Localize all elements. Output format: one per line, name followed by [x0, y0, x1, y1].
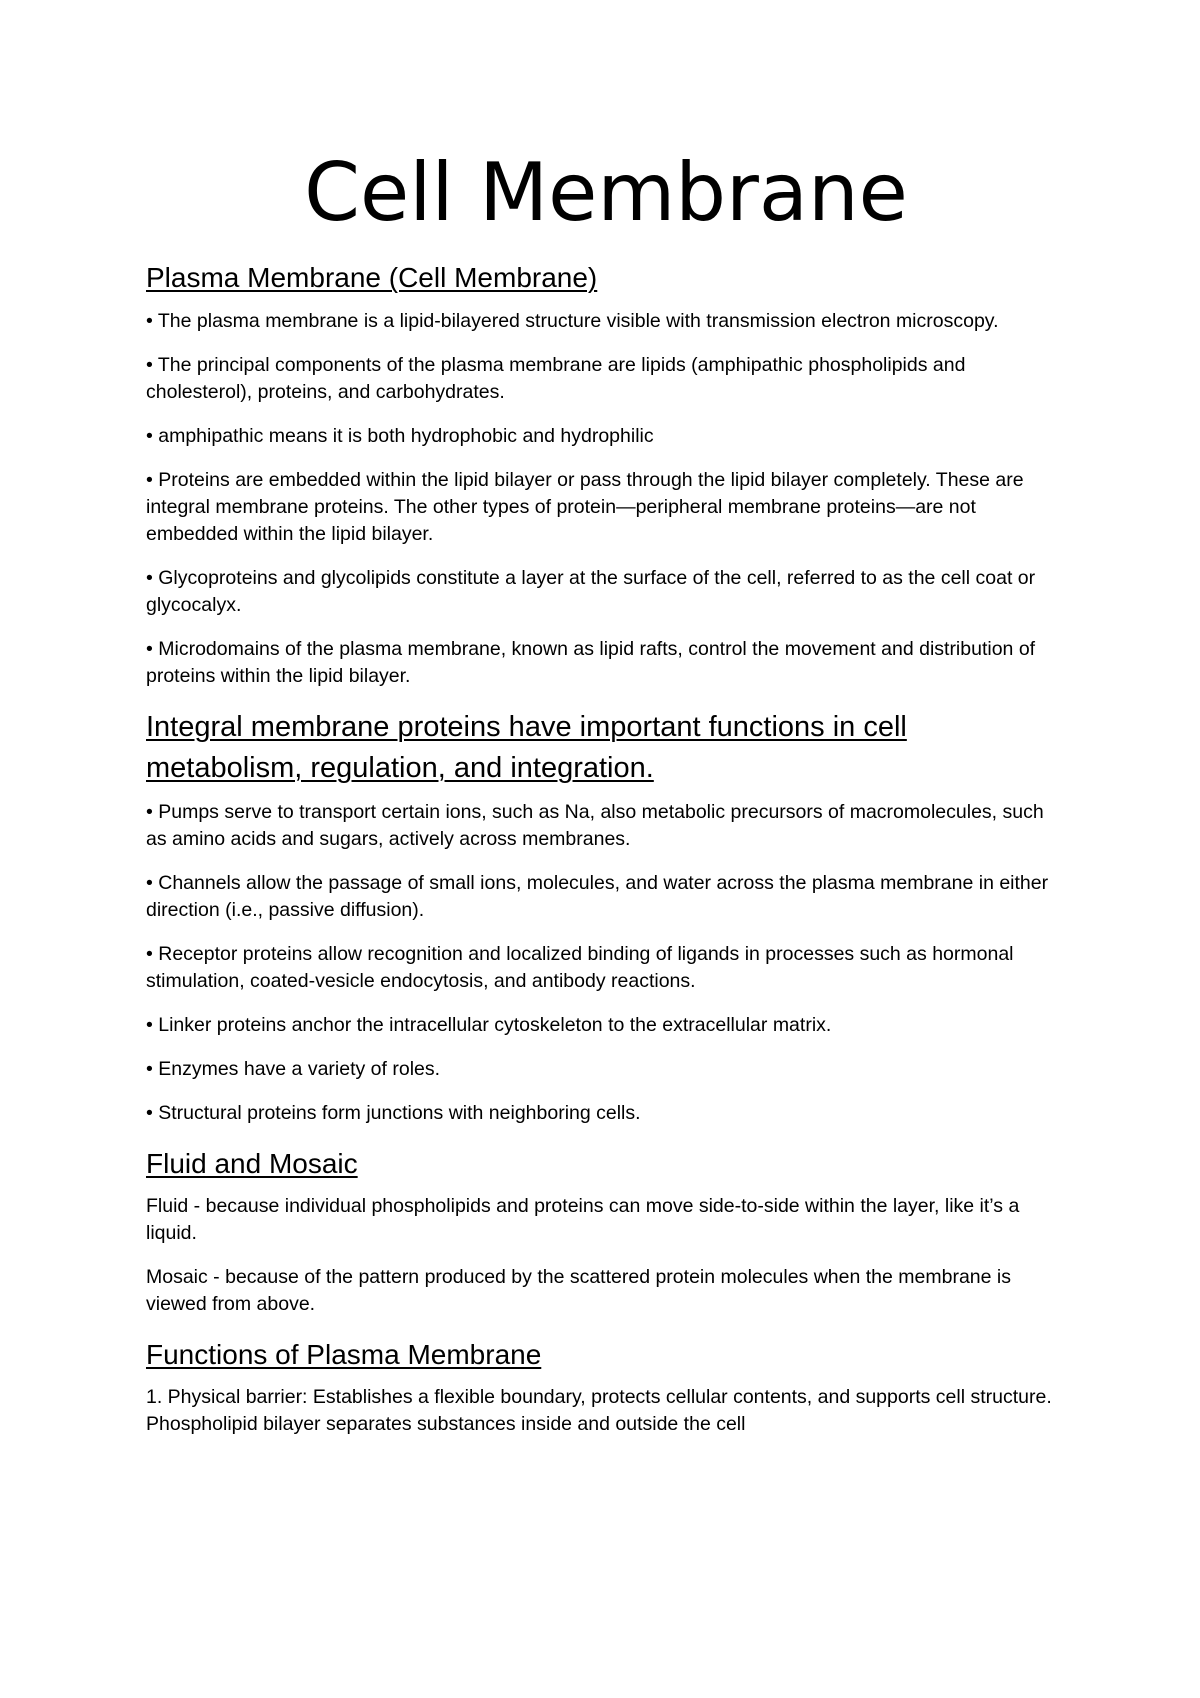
bullet-paragraph: • Enzymes have a variety of roles. — [146, 1057, 441, 1080]
bullet-paragraph: • The plasma membrane is a lipid-bilayered structure visible with transmission electron microscopy. — [146, 309, 999, 332]
bullet-paragraph: • Microdomains of the plasma membrane, known as lipid rafts, control the movement and distribution of proteins within the lipid bilayer. — [146, 637, 1036, 687]
bullet-paragraph: • Pumps serve to transport certain ions, such as Na, also metabolic precursors of macromolecules, such as amino acids and sugars, actively across membranes. — [146, 800, 1044, 850]
bullet-paragraph: • Receptor proteins allow recognition and localized binding of ligands in processes such as hormonal stimulation, coated-vesicle endocytosis, and antibody reactions. — [146, 942, 1014, 992]
bullet-paragraph: • Glycoproteins and glycolipids constitute a layer at the surface of the cell, referred to as the cell coat or glycocalyx. — [146, 566, 1036, 616]
numbered-paragraph: 1. Physical barrier: Establishes a flexible boundary, protects cellular contents, and supports cell structure. Phospholipid bilayer separates substances inside and outside the cell — [146, 1386, 1052, 1436]
bullet-paragraph: • The principal components of the plasma membrane are lipids (amphipathic phospholipids and cholesterol), proteins, and carbohydrates. — [146, 353, 966, 403]
document-title: Cell Membrane — [304, 146, 908, 239]
section-integral-membrane-proteins — [146, 707, 1066, 1127]
document-content — [146, 146, 1066, 1455]
section-heading: Fluid and Mosaic — [146, 1147, 358, 1179]
section-heading: Functions of Plasma Membrane — [146, 1339, 542, 1371]
bullet-paragraph: • amphipathic means it is both hydrophobic and hydrophilic — [146, 424, 654, 447]
body-paragraph: Mosaic - because of the pattern produced by the scattered protein molecules when the membrane is viewed from above. — [146, 1266, 1011, 1316]
section-functions-of-plasma-membrane — [146, 1335, 1066, 1438]
body-paragraph: Fluid - because individual phospholipids and proteins can move side-to-side within the layer, like it’s a liquid. — [146, 1195, 1020, 1245]
section-heading: Integral membrane proteins have important functions in cell metabolism, regulation, and integration. — [146, 710, 907, 784]
bullet-paragraph: • Channels allow the passage of small ions, molecules, and water across the plasma membrane in either direction (i.e., passive diffusion). — [146, 871, 1049, 921]
section-fluid-and-mosaic — [146, 1144, 1066, 1318]
section-plasma-membrane — [146, 258, 1066, 689]
bullet-paragraph: • Proteins are embedded within the lipid bilayer or pass through the lipid bilayer completely. These are integral membrane proteins. The other types of protein—peripheral membrane proteins—are not embedded within the lipid bilayer. — [146, 468, 1024, 545]
section-heading: Plasma Membrane (Cell Membrane) — [146, 262, 598, 294]
bullet-paragraph: • Linker proteins anchor the intracellular cytoskeleton to the extracellular matrix. — [146, 1013, 832, 1036]
bullet-paragraph: • Structural proteins form junctions with neighboring cells. — [146, 1101, 641, 1124]
